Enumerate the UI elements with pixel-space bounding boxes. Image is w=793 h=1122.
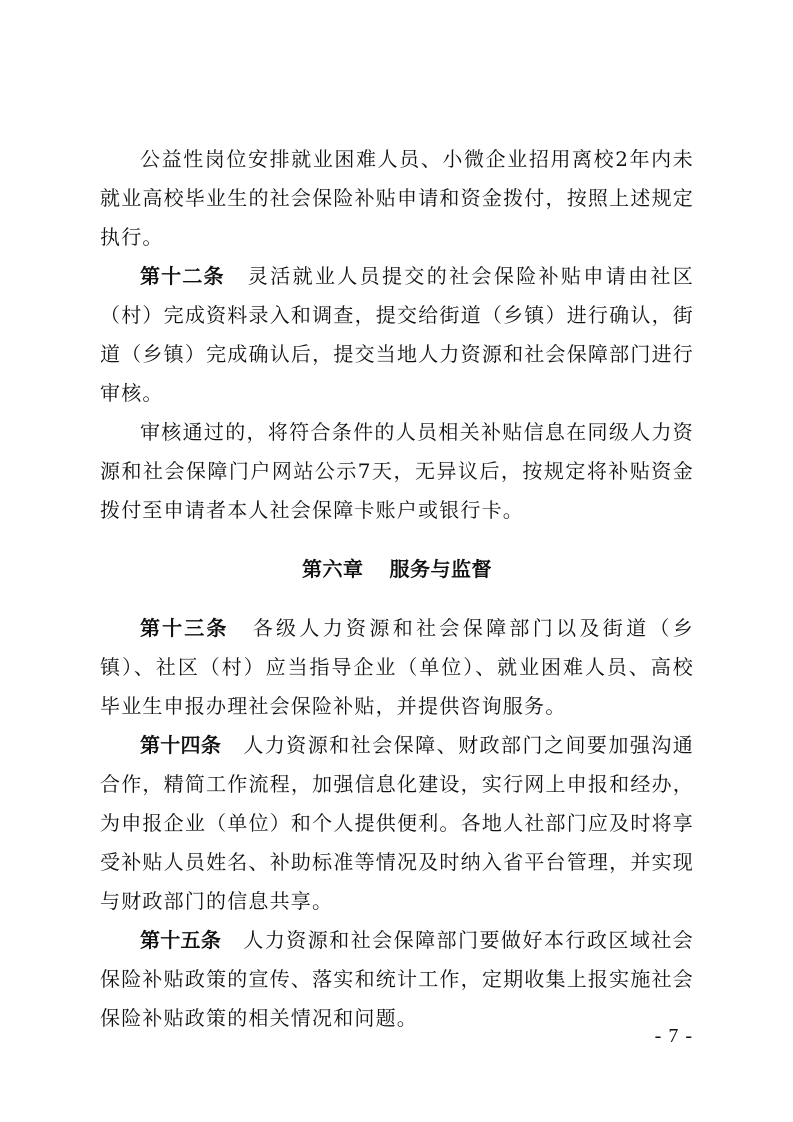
paragraph-public-welfare-posts	[100, 140, 694, 257]
article-text: 灵活就业人员提交的社会保险补贴申请由社区（村）完成资料录入和调查，提交给街道（乡镇）进行确认，街道（乡镇）完成确认后，提交当地人力资源和社会保障部门进行审核。	[100, 264, 695, 405]
page-content	[100, 140, 694, 1038]
article-number: 第十三条	[140, 616, 229, 640]
article-text: 各级人力资源和社会保障部门以及街道（乡镇）、社区（村）应当指导企业（单位）、就业困难人员、高校毕业生申报办理社会保险补贴，并提供咨询服务。	[100, 616, 694, 718]
page-number: - 7 -	[654, 1025, 693, 1047]
article-text: 人力资源和社会保障、财政部门之间要加强沟通合作，精简工作流程，加强信息化建设，实行网上申报和经办，为申报企业（单位）和个人提供便利。各地人社部门应及时将享受补贴人员姓名、补助标准等情况及时纳入省平台管理，并实现与财政部门的信息共享。	[100, 733, 695, 913]
chapter-title: 服务与监督	[389, 557, 492, 581]
article-12	[100, 257, 694, 413]
article-number: 第十五条	[140, 928, 222, 952]
article-13	[100, 609, 694, 726]
chapter-number: 第六章	[302, 557, 364, 581]
article-text: 人力资源和社会保障部门要做好本行政区域社会保险补贴政策的宣传、落实和统计工作，定期收集上报实施社会保险补贴政策的相关情况和问题。	[100, 928, 695, 1030]
article-number: 第十二条	[140, 264, 225, 288]
paragraph-text: 公益性岗位安排就业困难人员、小微企业招用离校2年内未就业高校毕业生的社会保险补贴申请和资金拨付，按照上述规定执行。	[100, 147, 694, 249]
paragraph-text: 审核通过的，将符合条件的人员相关补贴信息在同级人力资源和社会保障门户网站公示7天，无异议后，按规定将补贴资金拨付至申请者本人社会保障卡账户或银行卡。	[100, 420, 694, 522]
article-number: 第十四条	[140, 733, 222, 757]
paragraph-approval-publicity	[100, 413, 694, 530]
article-14	[100, 726, 694, 921]
article-15	[100, 921, 694, 1038]
chapter-heading	[100, 550, 694, 589]
